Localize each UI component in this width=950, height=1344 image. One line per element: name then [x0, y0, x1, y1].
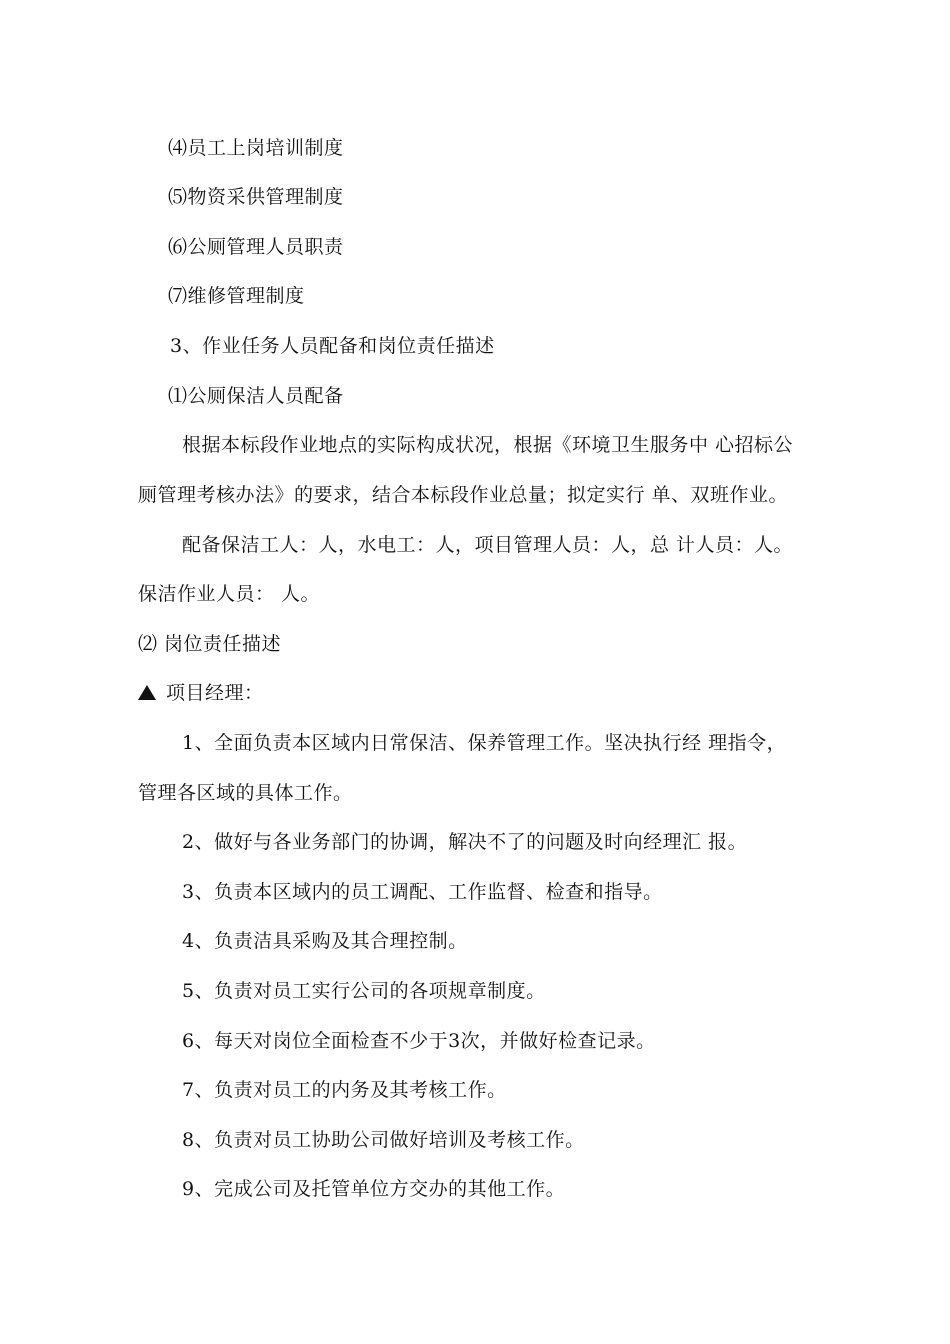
duty-item: 1、全面负责本区域内日常保洁、保养管理工作。坚决执行经 理指令，	[182, 732, 787, 754]
duty-item: 8、负责对员工协助公司做好培训及考核工作。	[182, 1129, 585, 1151]
triangle-bullet-icon	[138, 685, 156, 700]
list-item: ⑹公厕管理人员职责	[168, 236, 344, 258]
duty-item: 2、做好与各业务部门的协调，解决不了的问题及时向经理汇 报。	[182, 831, 748, 853]
list-item: ⑸物资采供管理制度	[168, 186, 344, 208]
role-title: 项目经理：	[166, 682, 264, 704]
duty-item: 4、负责洁具采购及其合理控制。	[182, 930, 468, 952]
paragraph-line: 保洁作业人员： 人。	[138, 583, 321, 605]
duty-item: 9、完成公司及托管单位方交办的其他工作。	[182, 1178, 566, 1200]
paragraph-line: 配备保洁工人：人，水电工：人，项目管理人员：人，总 计人员：人。	[182, 534, 794, 556]
duty-item: 3、负责本区域内的员工调配、工作监督、检查和指导。	[182, 881, 663, 903]
role-heading	[138, 681, 264, 705]
section-heading: 3、作业任务人员配备和岗位责任描述	[170, 335, 495, 357]
duty-item: 7、负责对员工的内务及其考核工作。	[182, 1079, 507, 1101]
duty-item: 5、负责对员工实行公司的各项规章制度。	[182, 980, 546, 1002]
duty-item: 6、每天对岗位全面检查不少于3次，并做好检查记录。	[182, 1030, 656, 1052]
paragraph-line: 根据本标段作业地点的实际构成状况，根据《环境卫生服务中 心招标公	[182, 434, 794, 456]
paragraph-line: 厕管理考核办法》的要求，结合本标段作业总量；拟定实行 单、双班作业。	[138, 484, 789, 506]
subsection-heading: ⑵ 岗位责任描述	[138, 633, 282, 655]
subsection-heading: ⑴公厕保洁人员配备	[168, 385, 344, 407]
list-item: ⑷员工上岗培训制度	[168, 137, 344, 159]
list-item: ⑺维修管理制度	[168, 285, 305, 307]
duty-item: 管理各区域的具体工作。	[138, 782, 353, 804]
